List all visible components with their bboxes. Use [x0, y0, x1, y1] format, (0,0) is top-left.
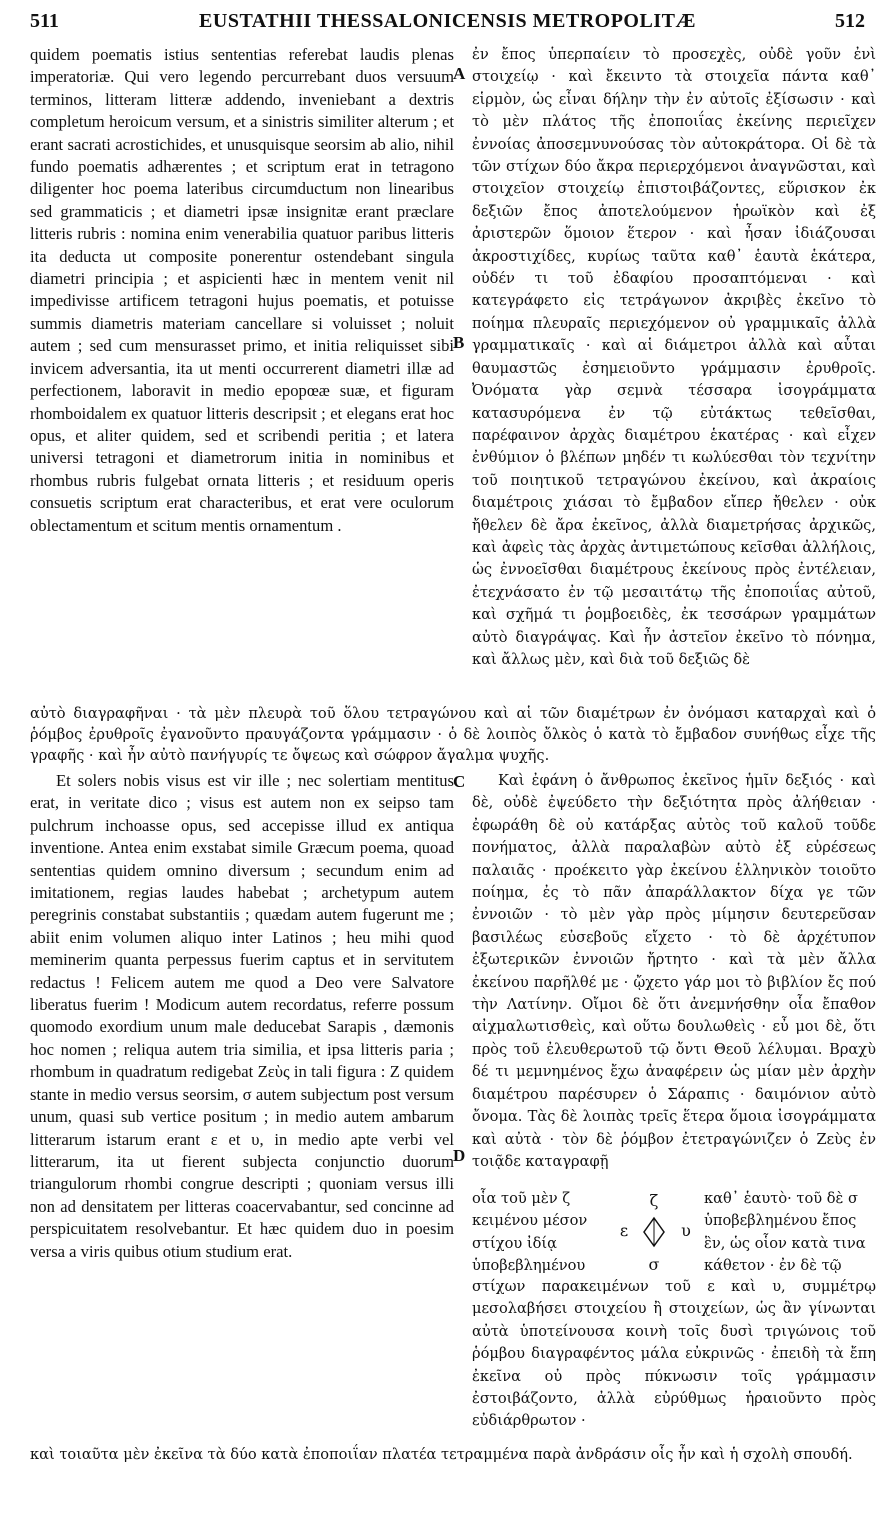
figure-letter-upsilon: υ — [681, 1221, 691, 1240]
greek-fullwidth-section1 — [30, 703, 876, 766]
greek-column-section2-bottom — [472, 1276, 876, 1438]
figure-caption-right — [704, 1188, 876, 1274]
latin-column-section2 — [30, 770, 454, 1438]
greek-paragraph: καὶ τοιαῦτα μὲν ἐκεῖνα τὰ δύο κατὰ ἐποποιΐαν πλατέα τετραμμένα παρὰ ἀνδράσιν οἷς ἦν καὶ ἡ σχολὴ σπουδή. — [30, 1446, 853, 1463]
figure-text-right: καθ᾽ ἑαυτὸ· τοῦ δὲ σ ὑποβεβλημένου ἔπος ἓν, ὡς οἷον κατὰ τινα κάθετον · ἐν δὲ τῷ — [704, 1190, 866, 1274]
figure-letter-epsilon: ε — [619, 1221, 629, 1240]
greek-column-section2-top — [472, 770, 876, 1188]
figure-text-left: οἷα τοῦ μὲν ζ κειμένου μέσον στίχου ἰδίᾳ ὑποβεβλημένου — [472, 1190, 588, 1274]
running-title: EUSTATHII THESSALONICENSIS METROPOLITÆ — [199, 10, 696, 32]
latin-column-section1 — [30, 44, 454, 703]
figure-caption-left — [472, 1188, 604, 1274]
page-number-right: 512 — [835, 10, 865, 32]
margin-mark-c: C — [453, 772, 466, 791]
rhombus-figure — [604, 1188, 704, 1278]
greek-column-section1 — [472, 44, 876, 703]
greek-paragraph: αὐτὸ διαγραφῆναι · τὰ μὲν πλευρὰ τοῦ ὅλου τετραγώνου καὶ αἱ τῶν διαμέτρων ἐν ὀνόμασι καταρχαὶ καὶ ὁ ῥόμβος ἐρυθροῖς ἐγανοῦντο πραυγάζοντα γράμμασιν · ὁ δὲ λοιπὸς ὄλκὸς ὁ κατὰ τὸ ἔμβαδον συνήθως εἶχε τῆς γραφῆς · καὶ ἦν αὐτὸ πανήγυρίς τε ὄψεως καὶ σώφρον ἄγαλμα ψυχῆς. — [30, 705, 876, 764]
latin-paragraph: quidem poematis istius sententias referebat laudis plenas imperatoriæ. Qui vero legendo percurrebant duos versuum terminos, litteram litteræ addendo, inveniebant a dextris completum heroicum versum, et a sinistris similiter alterum ; et erant sacrati acrostichides, et unusquisque seorsim ab alio, nihil fundo poematis adhærentes ; et scriptum erat in tetragono diligenter hoc poema lateribus circumductum non linearibus sed grammaticis ; et diametri ipsæ insignitæ erant præclare litteris rubris : nomina enim venerabilia quatuor paribus litteris ita deducta ut composite ponerentur ostendebant singula diametri principia ; et aspicienti hæc in mentem venit nil impedivisse artificem tetragoni hujus poematis, et potuisse summis diametris materiam cancellare si voluisset ; noluit autem ; sed cum mensurasset primo, et initia reliquisset sibi invicem adversantia, ita ut menti occurrerent diametri illæ ad perfectionem, laboravit in medio epopœæ suæ, et figuram rhomboidalem ex quatuor litteris descripsit ; et elegans erat hoc opus, et aliter quidem, sed et scribendi peritia ; et latera universi tetragoni et diametrorum initia in nominibus et rhombus rubris fulgebat ornata litteris ; et residuum operis consuetis scriptum erat characteribus, et erat vere oculorum oblectamentum et scitum mentis ornamentum . — [30, 45, 454, 535]
greek-fullwidth-section2 — [30, 1444, 876, 1490]
latin-paragraph: Et solers nobis visus est vir ille ; nec solertiam mentitus erat, in veritate dico ; visus est autem non ex seipso tam pulchrum inchoasse opus, sed accepisse illud ex antiqua inventione. Antea enim exstabat simile Græcum poema, quoad sententias quidem omnino diversum ; secundum enim ad imitationem, regias laudes habebat ; archetypum autem peregrinis constabat substantiis ; quædam autem fugerunt me ; abiit enim volumen aliquo inter Latinos ; heu mihi quod meminerim quanta perpessus fuerim captus et in servitutem redactus ! Felicem autem me quod a Deo vere Salvatore liberatus fuerim ! Modicum autem recordatus, referre possum quomodo exordium unum male deducebat Sarapis , dæmonis hoc nomen ; reliqua autem tria similia, et ipsa litteris paria ; rhombum in quadratum redigebat Ζεὺς in tali figura : Z quidem stante in medio versus seorsim, σ autem subjectum post versum unum, quasi sub vertice positum ; in medio autem ambarum litterarum istarum erant ε et υ, in medio apte verbi vel litterarum, ita ut fierent subjecta conjunctio duorum triangulorum rhombi congrue descripti ; quoniam versus illi non ad densitatem per litteras coacervabantur, sed concinne ad perspicuitatem resolvebantur. Et hæc quidem duo in poesim versa a viris quibus otium studium erat. — [30, 771, 454, 1261]
margin-mark-b: B — [453, 333, 465, 352]
margin-mark-a: A — [453, 64, 466, 83]
figure-letter-sigma: σ — [648, 1255, 660, 1274]
figure-letter-zeta: ζ — [649, 1191, 659, 1210]
greek-paragraph: Καὶ ἐφάνη ὁ ἄνθρωπος ἐκεῖνος ἡμῖν δεξιός · καὶ δὲ, οὐδὲ ἐψεύδετο τὴν δεξιότητα πρὸς ἀλήθειαν · ἐφωράθη δὲ οὐ κατάρξας αὐτὸς τοῦ καλοῦ τοῦδε πονήματος, ἀλλὰ παραλαβὼν αὐτὸ ἐξ εὑρέσεως παλαιᾶς · προέκειτο γὰρ ἐκείνου ἑλληνικὸν τοιοῦτο ποίημα, ἐς τὸ πᾶν ἀπαράλλακτον δίχα γε τῶν ἐννοιῶν · τὸ μὲν γὰρ πρὸς μίμησιν δευτερεῦσαν βασιλέως εὐσεβοῦς εἴχετο · τὸ δὲ ἀρχέτυπον ἐξωτερικῶν ἐννοιῶν ἤρτητο · καὶ τὰ μὲν ἄλλα ἐκείνου παρῆλθέ με · ᾤχετο γάρ μοι τὸ βιβλίον ἔς πού τὴν Λατίνην. Οἴμοι δὲ ὅτι ἀνεμνήσθην οἷα ἔπαθον αἰχμαλωτισθεὶς, καὶ οὕτω δουλωθεὶς · εὖ μοι δὲ, ὅτι πρὸς τοῦ ἐλευθερωτοῦ τῷ ὄντι Θεοῦ λέλυμαι. Βραχὺ δέ τι μεμνημένος ἔχω ἀναφέρειν ὡς μίαν μὲν ἀρχὴν διαμέτρου παρέσυρεν ὁ Σάραπις · δαιμόνιον αὐτὸ ὄνομα. Τὰς δὲ λοιπὰς τρεῖς ἕτερα ὅμοια ἰσογράμματα καὶ αὐτὰ · τὸν δὲ ῥόμβον ἐτετραγώνιζεν ὁ Ζεὺς ἐν τοιᾷδε καταγραφῇ — [472, 772, 876, 1170]
greek-paragraph: στίχων παρακειμένων τοῦ ε καὶ υ, συμμέτρῳ μεσολαβήσει στοιχείου ἢ στοιχείων, ὡς ἂν γίνωνται αὐτὰ ὑποτείνουσα κοινὴ τοῖς δυσὶ τριγώνοις τοῦ ῥόμβου διαγραφέντος μάλα εὐκρινῶς · ἐπειδὴ τὰ ἔπη ἐκεῖνα οὐ πρὸς πύκνωσιν τοῖς γράμμασιν ἐστοιβάζοντο, ἀλλὰ εὐρύθμως ἡραιοῦντο πρὸς εὐδιάρθρωτον · — [472, 1278, 876, 1430]
page-number-left: 511 — [30, 10, 59, 32]
greek-paragraph: ἐν ἔπος ὑπερπαίειν τὸ προσεχὲς, οὐδὲ γοῦν ἐνὶ στοιχείῳ · καὶ ἔκειντο τὰ στοιχεῖα πάντα καθ᾽ εἱρμὸν, ὡς εἶναι δήλην τὴν ἐν αὐτοῖς ἐξίσωσιν · καὶ τὸ μὲν πλάτος τῆς ἐποποιΐας ἐκείνης περιεῖχεν ἐννοίας ἀποσεμνυνούσας τὸν αὐτοκράτορα. Οἱ δὲ τὰ τῶν στίχων δύο ἄκρα περιερχόμενοι ἀναγνῶσται, καὶ στοιχεῖον στοιχείῳ ἐπιστοιβάζοντες, εὕρισκον ἐκ δεξιῶν ἔπος ἀποτελούμενον ἡρωϊκὸν καὶ ἐξ ἀριστερῶν ὅμοιον ἕτερον · καὶ ἦσαν ἰδιάζουσαι ἀκροστιχίδες, κυρίως ταῦτα καθ᾽ ἑαυτὰ ἑκάτερα, οὐδέν τι τοῦ ἐδαφίου προσαπτόμεναι · καὶ κατεγράφετο εἰς τετράγωνον ἀκριβὲς ἐκεῖνο τὸ ποίημα πλευραῖς περιεχόμενον οὐ γραμμικαῖς ἀλλὰ γραμματικαῖς · καὶ αἱ διάμετροι ἀλλὰ καὶ αὗται θαυμαστῶς ἐσημειοῦντο γράμμασιν ἐρυθροῖς. Ὀνόματα γὰρ σεμνὰ τέσσαρα ἰσογράμματα κατασυρόμενα ἐν τῷ εὐτάκτως τεθεῖσθαι, παρέφαινον ἀρχὰς διαμέτρου ἑκατέρας · καὶ εἶχεν ἐνθύμιον ὁ βλέπων μηδέν τι κωλύεσθαι τὸν τεχνίτην τοῦ ποιητικοῦ τετραγώνου ἐκείνου, καὶ ἀκραίοις διαμέτροις χιάσαι τὸ ἔμβαδον εἴπερ ἤθελεν · οὐκ ἤθελεν δὲ ἄρα ἐκεῖνος, ἀλλὰ διαμετρήσας ἀρχικῶς, καὶ ἀφεὶς τὰς ἀρχὰς ἀντιμετώπους κεῖσθαι ἀλλήλοις, ὡς ἐννοεῖσθαι διαμέτρους ἐκείνους πρὸς ἐντέλειαν, ἐτεχνάσατο ἐν τῷ μεσαιτάτῳ τῆς ἐποποιΐας αὐτοῦ, καὶ σχῆμά τι ῥομβοειδὲς, ἐκ τεσσάρων γραμμάτων αὐτὸ διαγράψας. Καὶ ἦν ἀστεῖον ἐκεῖνο τὸ πόνημα, καὶ ἄλλως μὲν, καὶ διὰ τοῦ δεξιῶς δὲ — [472, 46, 876, 668]
margin-mark-d: D — [453, 1146, 466, 1165]
